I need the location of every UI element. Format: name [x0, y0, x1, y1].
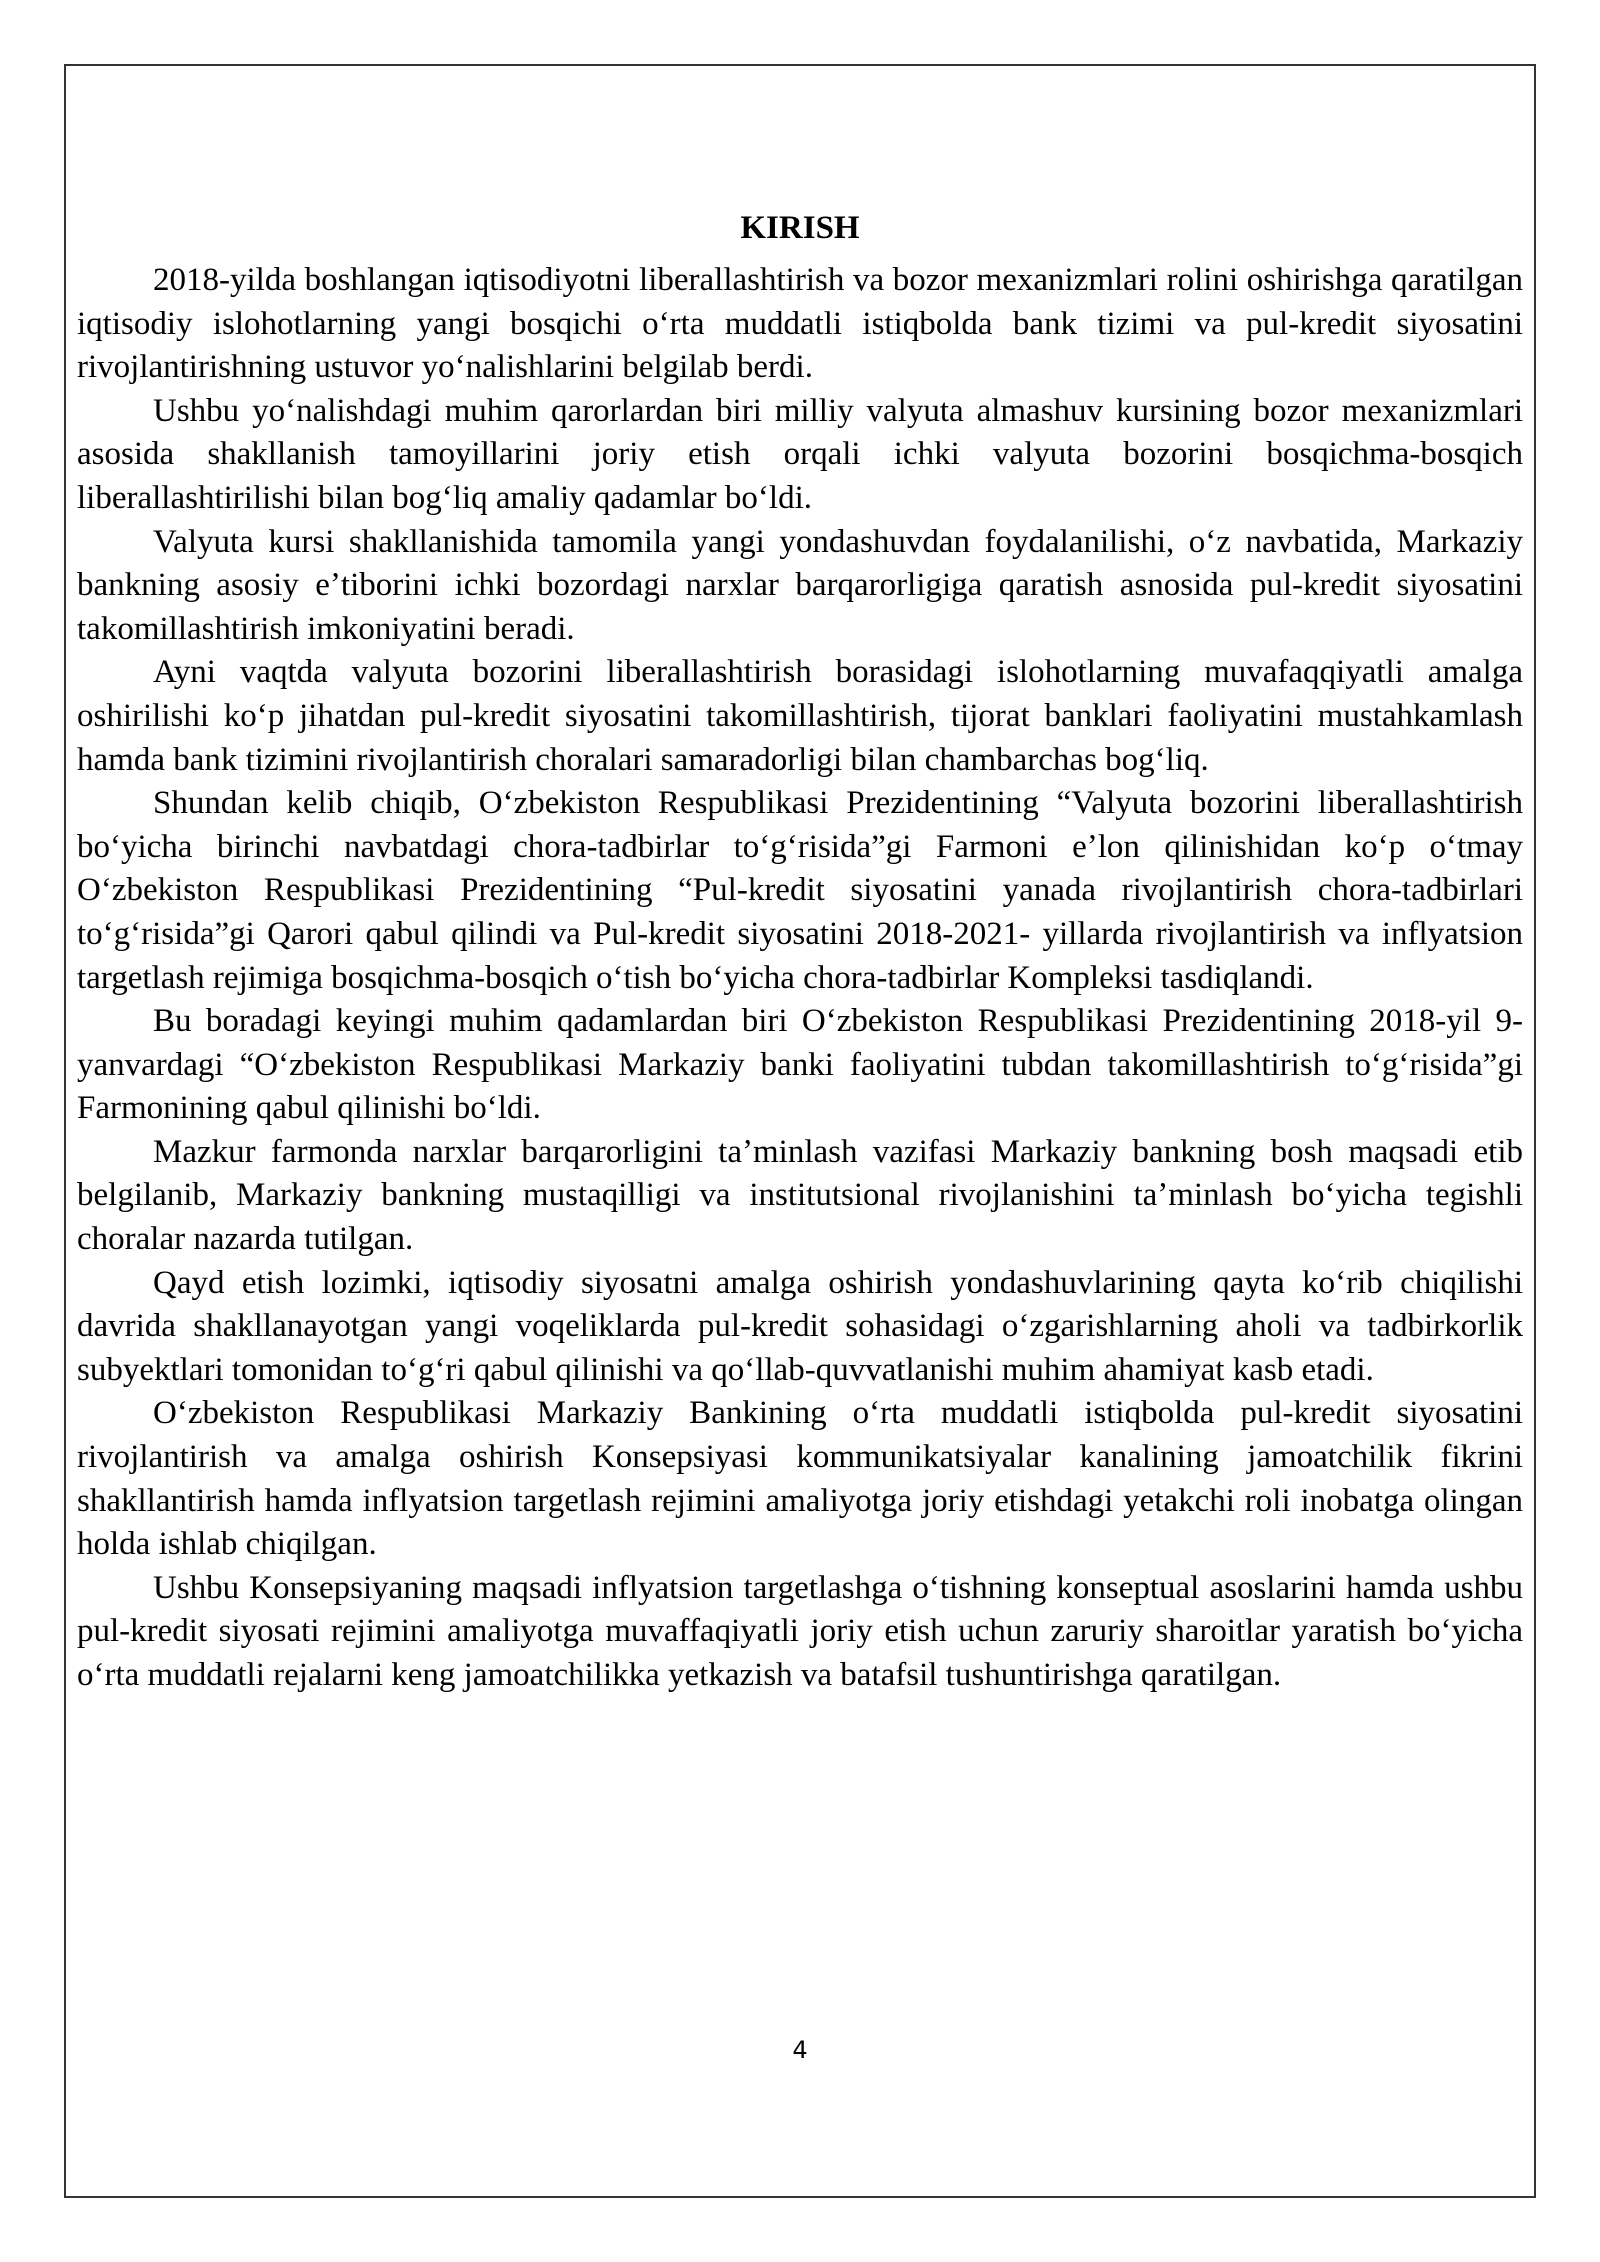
- paragraph-3: Valyuta kursi shakllanishida tamomila yangi yondashuvdan foydalanilishi, oʻz navbatida, Markaziy bankning asosiy eʼtiborini ichki bozordagi narxlar barqarorligiga qaratish asnosida pul-kredit siyosatini takomillashtirish imkoniyatini beradi.: [77, 523, 1523, 647]
- section-title: KIRISH: [740, 210, 860, 246]
- paragraph-7: Mazkur farmonda narxlar barqarorligini taʼminlash vazifasi Markaziy bankning bosh maqsadi etib belgilanib, Markaziy bankning mustaqilligi va institutsional rivojlanishini taʼminlash boʻyicha tegishli choralar nazarda tutilgan.: [77, 1133, 1523, 1258]
- document-body: [77, 203, 1523, 1698]
- paragraph-1: 2018-yilda boshlangan iqtisodiyotni liberallashtirish va bozor mexanizmlari rolini oshirishga qaratilgan iqtisodiy islohotlarning yangi bosqichi oʻrta muddatli istiqbolda bank tizimi va pul-kredit siyosatini rivojlantirishning ustuvor yoʻnalishlarini belgilab berdi.: [77, 262, 1523, 386]
- paragraph-5: Shundan kelib chiqib, Oʻzbekiston Respublikasi Prezidentining “Valyuta bozorini liberallashtirish boʻyicha birinchi navbatdagi chora-tadbirlar toʻgʻrisida”gi Farmoni eʼlon qilinishidan koʻp oʻtmay Oʻzbekiston Respublikasi Prezidentining “Pul-kredit siyosatini yanada rivojlantirish chora-tadbirlari toʻgʻrisida”gi Qarori qabul qilindi va Pul-kredit siyosatini 2018-2021- yillarda rivojlantirish va inflyatsion targetlash rejimiga bosqichma-bosqich oʻtish boʻyicha chora-tadbirlar Kompleksi tasdiqlandi.: [77, 785, 1523, 996]
- paragraph-4: Ayni vaqtda valyuta bozorini liberallashtirish borasidagi islohotlarning muvafaqqiyatli amalga oshirilishi koʻp jihatdan pul-kredit siyosatini takomillashtirish, tijorat banklari faoliyatini mustahkamlash hamda bank tizimini rivojlantirish choralari samaradorligi bilan chambarchas bogʻliq.: [77, 654, 1523, 778]
- paragraph-2: Ushbu yoʻnalishdagi muhim qarorlardan biri milliy valyuta almashuv kursining bozor mexanizmlari asosida shakllanish tamoyillarini joriy etish orqali ichki valyuta bozorini bosqichma-bosqich liberallashtirilishi bilan bogʻliq amaliy qadamlar boʻldi.: [77, 392, 1523, 516]
- paragraph-6: Bu boradagi keyingi muhim qadamlardan biri Oʻzbekiston Respublikasi Prezidentining 2018-yil 9-yanvardagi “Oʻzbekiston Respublikasi Markaziy banki faoliyatini tubdan takomillashtirish toʻgʻrisida”gi Farmonining qabul qilinishi boʻldi.: [77, 1003, 1523, 1127]
- page-number: 4: [792, 2036, 808, 2064]
- paragraph-10: Ushbu Konsepsiyaning maqsadi inflyatsion targetlashga oʻtishning konseptual asoslarini hamda ushbu pul-kredit siyosati rejimini amaliyotga muvaffaqiyatli joriy etish uchun zaruriy sharoitlar yaratish boʻyicha oʻrta muddatli rejalarni keng jamoatchilikka yetkazish va batafsil tushuntirishga qaratilgan.: [77, 1569, 1523, 1693]
- paragraph-8: Qayd etish lozimki, iqtisodiy siyosatni amalga oshirish yondashuvlarining qayta koʻrib chiqilishi davrida shakllanayotgan yangi voqeliklarda pul-kredit sohasidagi oʻzgarishlarning aholi va tadbirkorlik subyektlari tomonidan toʻgʻri qabul qilinishi va qoʻllab-quvvatlanishi muhim ahamiyat kasb etadi.: [77, 1264, 1523, 1388]
- paragraph-9: Oʻzbekiston Respublikasi Markaziy Bankining oʻrta muddatli istiqbolda pul-kredit siyosatini rivojlantirish va amalga oshirish Konsepsiyasi kommunikatsiyalar kanalining jamoatchilik fikrini shakllantirish hamda inflyatsion targetlash rejimini amaliyotga joriy etishdagi yetakchi roli inobatga olingan holda ishlab chiqilgan.: [77, 1395, 1523, 1563]
